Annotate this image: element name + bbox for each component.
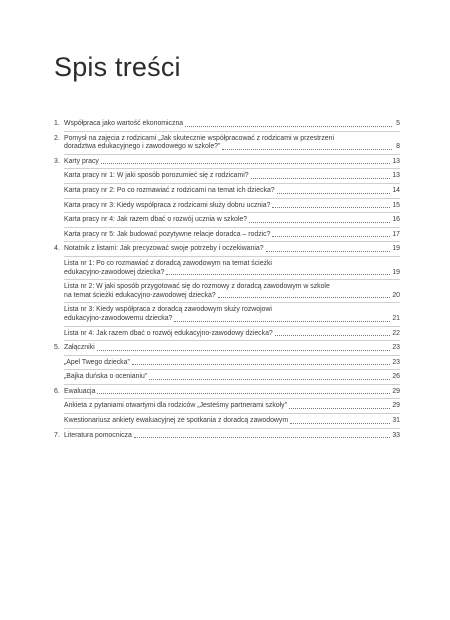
toc-entry-label: na temat ścieżki edukacyjno-zawodowej dziecka? <box>64 291 216 299</box>
toc-separator <box>64 413 400 414</box>
toc-entry-page-number: 29 <box>392 402 400 410</box>
toc-entry-number: 5. <box>54 344 60 352</box>
toc-entry[interactable] <box>54 283 400 300</box>
dot-leader <box>251 178 391 179</box>
dot-leader <box>222 149 392 150</box>
toc-entry-label: edukacyjno-zawodowemu dziecka? <box>64 314 173 322</box>
toc-separator <box>64 369 400 370</box>
toc-separator <box>64 326 400 327</box>
toc-entry-page-number: 33 <box>392 431 400 439</box>
toc-separator <box>64 384 400 385</box>
toc-entry-page-number: 8 <box>396 143 400 151</box>
toc-entry-label: Karta pracy nr 5: Jak budować pozytywne relacje doradca – rodzic? <box>64 230 271 238</box>
toc-entry-page-number: 22 <box>392 329 400 337</box>
toc-entry[interactable] <box>54 158 400 167</box>
toc-entry-label: doradztwa edukacyjnego i zawodowego w szkole?” <box>64 143 221 151</box>
toc-entry[interactable] <box>54 373 400 382</box>
toc-entry-number: 1. <box>54 120 60 127</box>
toc-entry-page-number: 14 <box>392 186 400 194</box>
toc-separator <box>64 428 400 429</box>
dot-leader <box>166 274 390 275</box>
toc-entry-label: Ankieta z pytaniami otwartymi dla rodziców „Jesteśmy partnerami szkoły” <box>64 402 287 410</box>
dot-leader <box>218 297 391 298</box>
toc-entry-page-number: 16 <box>392 216 400 224</box>
toc-entry-label-line: Lista nr 2: W jaki sposób przygotować się do rozmowy z doradcą zawodowym w szkole <box>64 283 330 291</box>
toc-entry-label: Karty pracy <box>64 157 99 165</box>
toc-entry-number: 6. <box>54 387 60 395</box>
toc-entry-label: Literatura pomocnicza <box>64 431 132 439</box>
toc-entry-label: Kwestionariusz ankiety ewaluacyjnej ze spotkania z doradcą zawodowym <box>64 417 289 425</box>
dot-leader <box>290 423 390 424</box>
toc-entry[interactable] <box>54 432 400 441</box>
toc-entry-page-number: 21 <box>392 314 400 322</box>
dot-leader <box>266 251 391 252</box>
dot-leader <box>97 350 391 351</box>
toc-entry[interactable] <box>54 187 400 196</box>
toc-entry[interactable] <box>54 388 400 397</box>
toc-separator <box>64 212 400 213</box>
toc-entry-label: Ewaluacja <box>64 387 96 395</box>
dot-leader <box>289 408 390 409</box>
toc-entry-label: Karta pracy nr 2: Po co rozmawiać z rodzicami na temat ich dziecka? <box>64 186 275 194</box>
dot-leader <box>249 222 390 223</box>
toc-entry-label: „Apel Twego dziecka” <box>64 358 130 366</box>
toc-entry-page-number: 15 <box>392 201 400 209</box>
toc-entry-label: „Bajka duńska o ocenianiu” <box>64 373 148 381</box>
toc-separator <box>64 198 400 199</box>
toc-entry[interactable] <box>54 172 400 181</box>
toc-entry-label: Lista nr 4: Jak razem dbać o rozwój edukacyjno-zawodowy dziecka? <box>64 329 273 337</box>
toc-entry-label-line: Lista nr 3: Kiedy współpraca z doradcą zawodowym służy rozwojowi <box>64 306 272 314</box>
dot-leader <box>185 126 392 127</box>
toc-separator <box>64 154 400 155</box>
toc-entry[interactable] <box>54 260 400 277</box>
page-title: Spis treści <box>54 52 181 82</box>
dot-leader <box>272 207 390 208</box>
toc-separator <box>64 398 400 399</box>
dot-leader <box>101 163 390 164</box>
toc-entry-number: 4. <box>54 245 60 253</box>
toc-entry-label: Współpraca jako wartość ekonomiczna <box>64 120 184 127</box>
toc-separator <box>64 302 400 303</box>
dot-leader <box>272 236 390 237</box>
toc-entry[interactable] <box>54 120 400 129</box>
toc-separator <box>64 131 400 132</box>
toc-entry-page-number: 19 <box>392 268 400 276</box>
dot-leader <box>174 321 390 322</box>
toc-separator <box>64 183 400 184</box>
toc-separator <box>64 256 400 257</box>
toc-entry-label: Karta pracy nr 1: W jaki sposób porozumieć się z rodzicami? <box>64 172 249 180</box>
toc-entry-label-line: Pomysł na zajęcia z rodzicami „Jak skutecznie współpracować z rodzicami w przestrzeni <box>64 134 334 142</box>
toc-entry-label-line: Lista nr 1: Po co rozmawiać z doradcą zawodowym na temat ścieżki <box>64 259 272 267</box>
toc-entry[interactable] <box>54 245 400 254</box>
toc-entry[interactable] <box>54 231 400 240</box>
table-of-contents <box>54 120 400 440</box>
toc-entry-label: Karta pracy nr 4: Jak razem dbać o rozwój ucznia w szkole? <box>64 216 248 224</box>
toc-separator <box>64 227 400 228</box>
dot-leader <box>149 379 390 380</box>
toc-entry-page-number: 13 <box>392 172 400 180</box>
toc-entry-page-number: 31 <box>392 417 400 425</box>
toc-entry[interactable] <box>54 402 400 411</box>
toc-entry-label: Notatnik z listami: Jak precyzować swoje potrzeby i oczekiwania? <box>64 245 264 253</box>
toc-entry[interactable] <box>54 216 400 225</box>
toc-entry-page-number: 23 <box>392 344 400 352</box>
toc-entry[interactable] <box>54 202 400 211</box>
dot-leader <box>134 437 391 438</box>
toc-separator <box>64 340 400 341</box>
toc-separator <box>64 279 400 280</box>
toc-entry-number: 3. <box>54 157 60 165</box>
dot-leader <box>97 393 390 394</box>
toc-separator <box>64 241 400 242</box>
toc-entry-page-number: 19 <box>392 245 400 253</box>
toc-entry-label: Załączniki <box>64 344 95 352</box>
dot-leader <box>132 364 391 365</box>
dot-leader <box>277 193 391 194</box>
dot-leader <box>275 335 391 336</box>
toc-entry-page-number: 20 <box>392 291 400 299</box>
toc-entry-number: 2. <box>54 134 60 142</box>
toc-separator <box>64 168 400 169</box>
toc-entry[interactable] <box>54 306 400 323</box>
toc-entry[interactable] <box>54 330 400 339</box>
toc-entry[interactable] <box>54 359 400 368</box>
toc-entry-page-number: 26 <box>392 373 400 381</box>
toc-separator <box>64 355 400 356</box>
toc-entry[interactable] <box>54 344 400 353</box>
toc-entry-page-number: 5 <box>396 120 400 127</box>
toc-entry-page-number: 17 <box>392 230 400 238</box>
toc-entry[interactable] <box>54 135 400 152</box>
toc-entry-page-number: 23 <box>392 358 400 366</box>
toc-entry-label: edukacyjno-zawodowej dziecka? <box>64 268 165 276</box>
toc-entry-page-number: 13 <box>392 157 400 165</box>
toc-entry[interactable] <box>54 417 400 426</box>
toc-entry-label: Karta pracy nr 3: Kiedy współpraca z rodzicami służy dobru ucznia? <box>64 201 271 209</box>
toc-entry-page-number: 29 <box>392 387 400 395</box>
toc-entry-number: 7. <box>54 431 60 439</box>
